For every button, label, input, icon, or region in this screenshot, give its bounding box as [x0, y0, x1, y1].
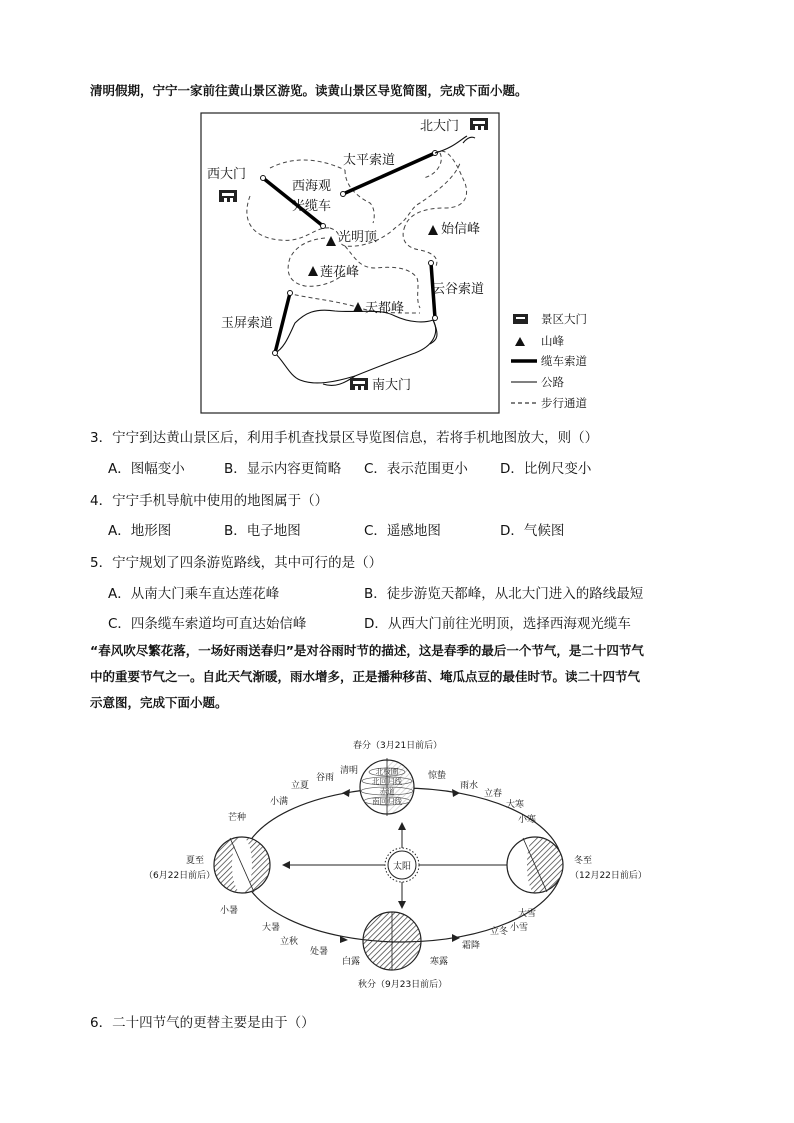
question-4-option-c: C．遥感地图 — [364, 523, 441, 539]
globe-autumn-equinox — [363, 912, 421, 970]
legend-trail: 步行通道 — [541, 396, 587, 410]
label-yuping: 玉屏索道 — [221, 316, 274, 331]
peak-icon — [515, 337, 525, 346]
legend-gate: 景区大门 — [541, 312, 587, 326]
huangshan-map — [195, 108, 635, 418]
term-shuangjiang: 霜降 — [462, 941, 481, 951]
line-chidao: 赤道 — [379, 787, 395, 796]
label-dongzhi-date: （12月22日前后） — [570, 871, 647, 881]
peak-icon — [326, 236, 336, 246]
label-yungu: 云谷索道 — [432, 282, 485, 297]
question-3-stem: 3．宁宁到达黄山景区后，利用手机查找景区导览图信息，若将手机地图放大，则（） — [90, 430, 599, 446]
map-legend — [511, 312, 587, 410]
question-5-option-a: A．从南大门乘车直达莲花峰 — [108, 586, 280, 602]
term-xiaoxue: 小雪 — [510, 923, 529, 933]
label-xiazhi: 夏至 — [186, 856, 205, 866]
label-lianhuafeng: 莲花峰 — [320, 265, 360, 280]
question-3-option-d: D．比例尺变小 — [500, 461, 592, 477]
term-lidong: 立冬 — [490, 927, 509, 937]
label-guangmingding: 光明顶 — [338, 230, 378, 245]
gate-icon — [513, 314, 528, 324]
label-west-gate: 西大门 — [207, 167, 247, 182]
label-shixinfeng: 始信峰 — [441, 222, 481, 237]
gate-icon — [470, 118, 488, 130]
term-bailu: 白露 — [342, 957, 361, 967]
label-xiazhi-date: （6月22日前后） — [144, 871, 216, 881]
label-south-gate: 南大门 — [372, 378, 412, 393]
legend-cable: 缆车索道 — [541, 354, 587, 368]
gate-icon — [219, 190, 237, 202]
term-lichun: 立春 — [484, 789, 503, 799]
peak-icon — [353, 302, 363, 312]
label-tiandufeng: 天都峰 — [365, 301, 405, 316]
term-liqiu: 立秋 — [280, 937, 299, 947]
line-beijiquan: 北极圈 — [375, 767, 399, 776]
question-4-stem: 4．宁宁手机导航中使用的地图属于（） — [90, 493, 329, 509]
gate-icon — [350, 378, 368, 390]
question-5-option-b: B．徒步游览天都峰，从北大门进入的路线最短 — [364, 586, 644, 602]
question-3-option-c: C．表示范围更小 — [364, 461, 468, 477]
term-xiaohan: 小寒 — [518, 815, 537, 825]
line-beihuiguixian: 北回归线 — [372, 777, 402, 786]
question-3-option-b: B．显示内容更简略 — [224, 461, 342, 477]
globe-spring-equinox — [360, 758, 414, 816]
question-5-stem: 5．宁宁规划了四条游览路线，其中可行的是（） — [90, 555, 383, 571]
term-qingming: 清明 — [340, 766, 359, 776]
label-chunfen: 春分（3月21日前后） — [353, 741, 443, 751]
label-xihai-1: 西海观 — [292, 179, 332, 194]
question-4-option-a: A．地形图 — [108, 523, 172, 539]
term-guyu: 谷雨 — [316, 773, 335, 783]
legend-peak: 山峰 — [541, 334, 564, 348]
label-xihai-2: 光缆车 — [292, 199, 332, 214]
solar-terms-diagram — [130, 730, 670, 1000]
term-hanlu: 寒露 — [430, 957, 449, 967]
line-nanhuiguixian: 南回归线 — [372, 797, 402, 806]
label-qiufen: 秋分（9月23日前后） — [358, 980, 448, 990]
globe-summer-solstice — [214, 837, 270, 893]
term-xiaoshu: 小暑 — [220, 906, 239, 916]
sun-label: 太阳 — [392, 862, 412, 872]
term-chushu: 处暑 — [310, 947, 329, 957]
label-north-gate: 北大门 — [420, 119, 460, 134]
globe-winter-solstice — [507, 837, 563, 893]
question-5-option-c: C．四条缆车索道均可直达始信峰 — [108, 616, 307, 632]
term-mangzhong: 芒种 — [228, 813, 247, 823]
term-dashu: 大暑 — [262, 923, 281, 933]
question-4-option-b: B．电子地图 — [224, 523, 301, 539]
term-dahan: 大寒 — [506, 800, 525, 810]
intro-text-2-line-3: 示意图，完成下面小题。 — [90, 695, 228, 710]
question-5-option-d: D．从西大门前往光明顶，选择西海观光缆车 — [364, 616, 631, 632]
peak-icon — [308, 266, 318, 276]
intro-text-1: 清明假期，宁宁一家前往黄山景区游览。读黄山景区导览简图，完成下面小题。 — [90, 83, 528, 98]
question-6-stem: 6．二十四节气的更替主要是由于（） — [90, 1015, 315, 1031]
peak-icon — [428, 225, 438, 235]
term-jingzhe: 惊蛰 — [428, 771, 447, 781]
term-daxue: 大雪 — [518, 909, 537, 919]
intro-text-2-line-1: “春风吹尽繁花落，一场好雨送春归”是对谷雨时节的描述，这是春季的最后一个节气，是二十四节气 — [90, 643, 644, 658]
term-yushui: 雨水 — [460, 781, 479, 791]
label-taiping: 太平索道 — [343, 153, 396, 168]
term-xiaoman: 小满 — [270, 797, 289, 807]
question-4-option-d: D．气候图 — [500, 523, 565, 539]
question-3-option-a: A．图幅变小 — [108, 461, 185, 477]
term-lixia: 立夏 — [291, 781, 310, 791]
label-dongzhi: 冬至 — [574, 856, 593, 866]
legend-road: 公路 — [541, 375, 564, 389]
intro-text-2-line-2: 中的重要节气之一。自此天气渐暖，雨水增多，正是播种移苗、埯瓜点豆的最佳时节。读二十四节气 — [90, 669, 641, 684]
